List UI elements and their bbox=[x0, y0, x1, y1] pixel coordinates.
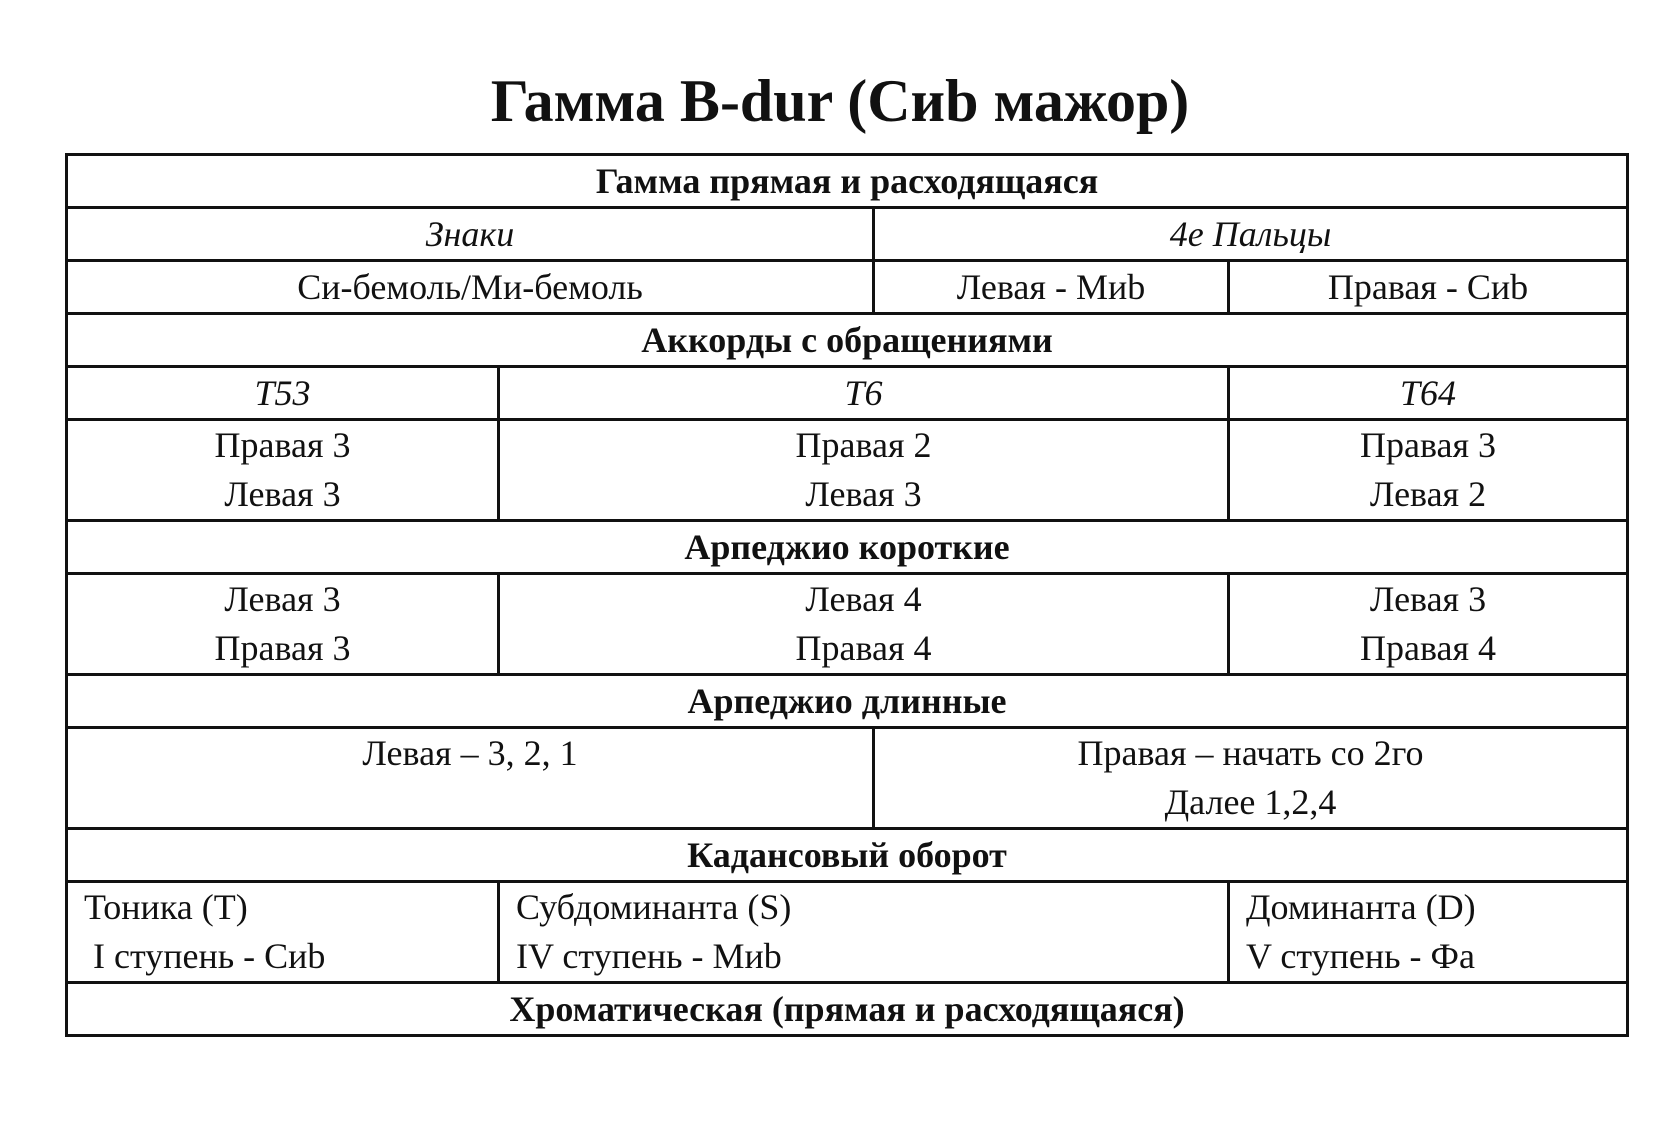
table-row bbox=[67, 574, 1628, 675]
table-row bbox=[67, 208, 1628, 261]
arpeggio-short-cell bbox=[67, 574, 499, 675]
cell-line: IV ступень - Миb bbox=[516, 936, 782, 976]
cell-line: Левая 4 bbox=[805, 579, 922, 619]
arpeggio-long-heading: Арпеджио длинные bbox=[67, 675, 1628, 728]
chord-cell-t53 bbox=[67, 420, 499, 521]
section-header-cadence bbox=[67, 829, 1628, 882]
page-title: Гамма B-dur (Сиb мажор) bbox=[490, 68, 1190, 134]
signs-value: Си-бемоль/Ми-бемоль bbox=[67, 261, 874, 314]
scale-table bbox=[65, 153, 1629, 1037]
chord-cell-t64 bbox=[1229, 420, 1628, 521]
section-header-chords bbox=[67, 314, 1628, 367]
cell-line: Доминанта (D) bbox=[1246, 887, 1476, 927]
arpeggio-long-right bbox=[874, 728, 1628, 829]
left-finger-value: Левая - Миb bbox=[874, 261, 1229, 314]
table-row bbox=[67, 420, 1628, 521]
cadence-dominant bbox=[1229, 882, 1628, 983]
cell-line: I ступень - Сиb bbox=[84, 936, 326, 976]
chromatic-heading: Хроматическая (прямая и расходящаяся) bbox=[67, 983, 1628, 1036]
table-row bbox=[67, 261, 1628, 314]
cell-line: Правая 4 bbox=[1359, 628, 1497, 668]
arpeggio-short-cell bbox=[499, 574, 1229, 675]
chord-column-t64: T64 bbox=[1229, 367, 1628, 420]
cell-line: Левая 3 bbox=[224, 474, 341, 514]
signs-label: Знаки bbox=[67, 208, 874, 261]
table-row bbox=[67, 882, 1628, 983]
cell-line: Правая 3 bbox=[1359, 425, 1497, 465]
cadence-subdominant bbox=[499, 882, 1229, 983]
arpeggio-short-heading: Арпеджио короткие bbox=[67, 521, 1628, 574]
arpeggio-short-cell bbox=[1229, 574, 1628, 675]
chords-heading: Аккорды с обращениями bbox=[67, 314, 1628, 367]
cell-line: Правая – начать со 2го bbox=[1077, 733, 1424, 773]
cell-line: Субдоминанта (S) bbox=[516, 887, 792, 927]
cell-line: Левая 3 bbox=[224, 579, 341, 619]
chord-column-t6: T6 bbox=[499, 367, 1229, 420]
cadence-tonic bbox=[67, 882, 499, 983]
table-row bbox=[67, 728, 1628, 829]
chord-cell-t6 bbox=[499, 420, 1229, 521]
cell-line: Правая 3 bbox=[214, 425, 351, 465]
section-header-chromatic bbox=[67, 983, 1628, 1036]
section-header-scale bbox=[67, 155, 1628, 208]
cell-line: Правая 2 bbox=[795, 425, 932, 465]
fingers-label: 4е Пальцы bbox=[874, 208, 1628, 261]
scale-heading: Гамма прямая и расходящаяся bbox=[67, 155, 1628, 208]
cell-line: Далее 1,2,4 bbox=[1164, 782, 1337, 822]
table-row bbox=[67, 367, 1628, 420]
cadence-heading: Кадансовый оборот bbox=[67, 829, 1628, 882]
cell-line: Левая 3 bbox=[1369, 579, 1487, 619]
chord-column-t53: T53 bbox=[67, 367, 499, 420]
cell-line: Правая 3 bbox=[214, 628, 351, 668]
cell-line: Левая 2 bbox=[1369, 474, 1487, 514]
cell-line: V ступень - Фа bbox=[1246, 936, 1475, 976]
section-header-arpeggio-long bbox=[67, 675, 1628, 728]
section-header-arpeggio-short bbox=[67, 521, 1628, 574]
cell-line: Левая 3 bbox=[805, 474, 922, 514]
cell-line: Правая 4 bbox=[795, 628, 932, 668]
arpeggio-long-left bbox=[67, 728, 874, 829]
cell-line: Левая – 3, 2, 1 bbox=[362, 733, 578, 773]
cell-line: Тоника (T) bbox=[84, 887, 248, 927]
right-finger-value: Правая - Сиb bbox=[1229, 261, 1628, 314]
